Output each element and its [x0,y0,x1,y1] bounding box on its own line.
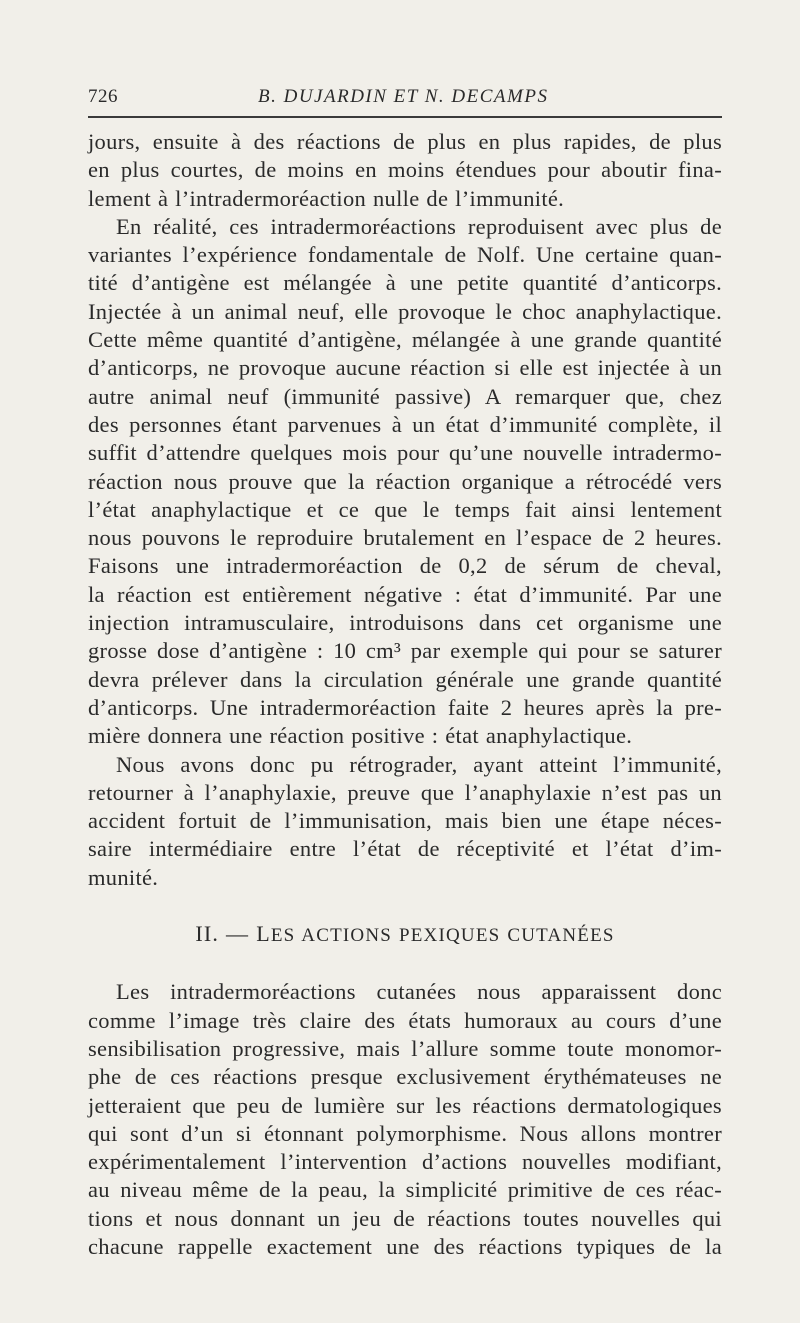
text-line: retourner à l’anaphylaxie, preuve que l’anaphylaxie n’est pas un [88,779,722,805]
section-number: II. [195,921,220,947]
text-line: des personnes étant parvenues à un état d’immunité complète, il [88,411,722,437]
text-line: Cette même quantité d’antigène, mélangée à une grande quantité [88,327,722,353]
text-line: Les intradermoréactions cutanées nous apparaissent donc [116,979,722,1005]
text-line: accident fortuit de l’immunisation, mais bien une étape néces- [88,808,722,834]
text-line: phe de ces réactions presque exclusivement érythémateuses ne [88,1064,722,1090]
paragraph [88,128,722,213]
text-line: tité d’antigène est mélangée à une petite quantité d’anticorps. [88,270,722,296]
paragraph [88,751,722,892]
text-line: munité. [88,864,159,890]
text-line: devra prélever dans la circulation générale une grande quantité [88,666,722,692]
text-line: Nous avons donc pu rétrograder, ayant atteint l’immunité, [116,751,722,777]
text-line: chacune rappelle exactement une des réactions typiques de la [88,1233,722,1259]
text-line: la réaction est entièrement négative : état d’immunité. Par une [88,581,722,607]
section-dash: — [226,921,250,947]
text-line: d’anticorps, ne provoque aucune réaction si elle est injectée à un [88,355,722,381]
text-line: saire intermédiaire entre l’état de réceptivité et l’état d’im- [88,836,722,862]
text-line: Injectée à un animal neuf, elle provoque le choc anaphylactique. [88,298,722,324]
text-line: jetteraient que peu de lumière sur les réactions dermatologiques [88,1092,722,1118]
text-line: au niveau même de la peau, la simplicité primitive de ces réac- [88,1177,722,1203]
section-title: ES ACTIONS PEXIQUES CUTANÉES [270,925,615,947]
section-heading [88,920,722,948]
body-text [88,128,722,1261]
text-line: suffit d’attendre quelques mois pour qu’une nouvelle intradermo- [88,440,722,466]
text-line: comme l’image très claire des états humoraux au cours d’une [88,1007,722,1033]
text-line: variantes l’expérience fondamentale de Nolf. Une certaine quan- [88,242,722,268]
text-line: grosse dose d’antigène : 10 cm³ par exemple qui pour se saturer [88,638,722,664]
text-line: nous pouvons le reproduire brutalement en l’espace de 2 heures. [88,525,722,551]
text-line: En réalité, ces intradermoréactions reproduisent avec plus de [116,213,722,239]
text-line: injection intramusculaire, introduisons dans cet organisme une [88,610,722,636]
text-line: qui sont d’un si étonnant polymorphisme. Nous allons montrer [88,1120,722,1146]
text-line: jours, ensuite à des réactions de plus en plus rapides, de plus [88,129,722,154]
text-line: Faisons une intradermoréaction de 0,2 de sérum de cheval, [88,553,722,579]
text-line: autre animal neuf (immunité passive) A remarquer que, chez [88,383,722,409]
paragraph [88,978,722,1261]
running-title: B. DUJARDIN ET N. DECAMPS [258,86,549,107]
text-line: expérimentalement l’intervention d’actions nouvelles modifiant, [88,1149,722,1175]
text-line: sensibilisation progressive, mais l’allure somme toute monomor- [88,1035,722,1061]
text-line: lement à l’intradermoréaction nulle de l’immunité. [88,185,565,211]
text-line: tions et nous donnant un jeu de réactions toutes nouvelles qui [88,1205,722,1231]
header-rule [88,116,722,118]
section-title-initial: L [256,921,271,947]
page-header [88,86,722,116]
text-line: réaction nous prouve que la réaction organique a rétrocédé vers [88,468,722,494]
text-line: d’anticorps. Une intradermoréaction faite 2 heures après la pre- [88,694,722,720]
text-line: mière donnera une réaction positive : état anaphylactique. [88,723,633,749]
paragraph [88,213,722,751]
text-line: en plus courtes, de moins en moins étendues pour aboutir fina- [88,157,722,183]
page-number: 726 [88,86,118,107]
text-line: l’état anaphylactique et ce que le temps fait ainsi lentement [88,496,722,522]
